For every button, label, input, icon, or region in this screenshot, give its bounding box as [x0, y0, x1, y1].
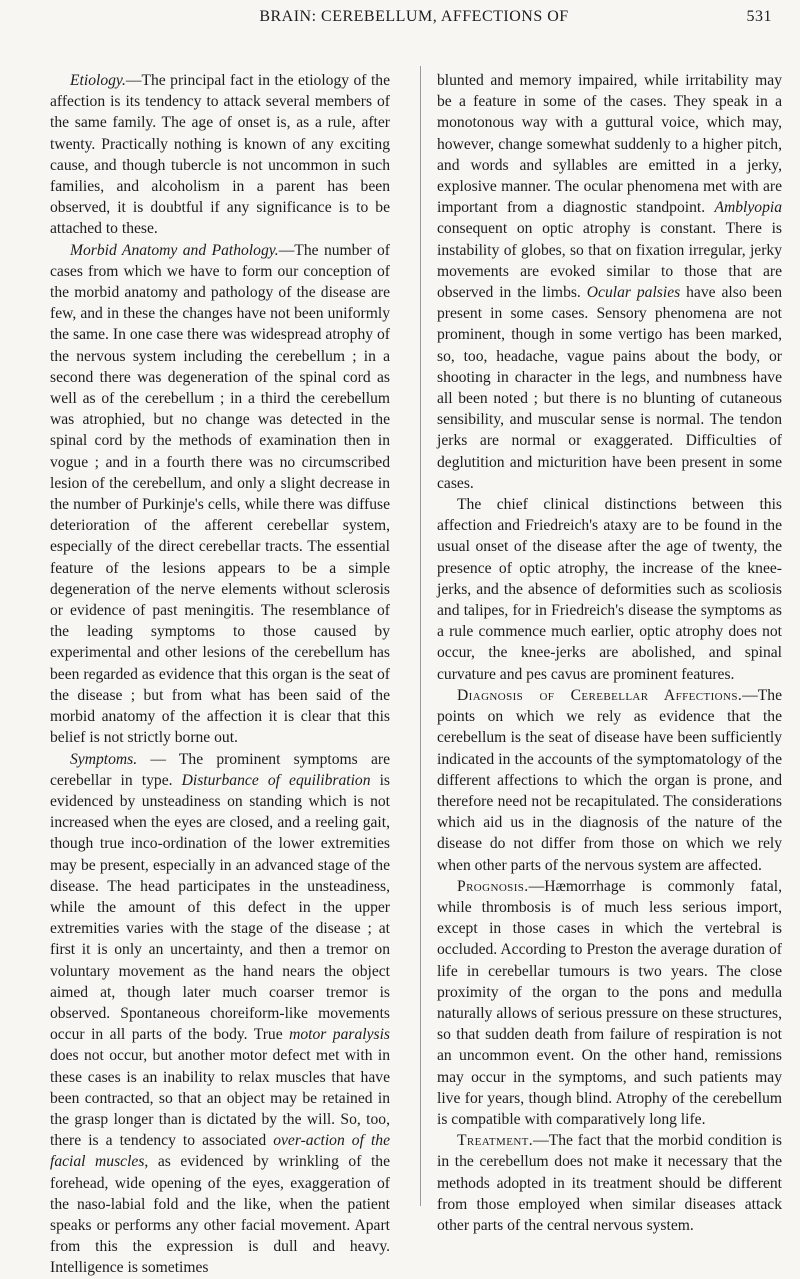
diagnosis-heading: Diagnosis of Cerebellar Affections. [457, 686, 743, 704]
diagnosis-paragraph [437, 685, 782, 876]
left-column [50, 70, 390, 1279]
distinctions-paragraph: The chief clinical distinctions between this affection and Friedreich's ataxy are to be found in the usual onset of the disease after the age of twenty, the presence of optic atrophy, the increase of the knee-jerks, and the absence of deformities such as scoliosis and talipes, for in Friedreich's disease the symptoms as a rule commence much earlier, optic atrophy does not occur, the knee-jerks are abolished, and spinal curvature and pes cavus are prominent features. [437, 496, 782, 683]
symptoms-term: over-action of the facial muscles [50, 1132, 390, 1171]
symptoms-term: Disturbance of equilibration [181, 771, 371, 789]
morbid-anatomy-paragraph [50, 240, 390, 749]
morbid-anatomy-text: —The number of cases from which we have to form our conception of the morbid anatomy and pathology of the disease are few, and in these the changes have not been uniformly the same. In one case there was widespread atrophy of the nervous system including the cerebellum ; in a second there was degeneration of the spinal cord as well as of the cerebellum ; in a third the cerebellum was atrophied, but no change was detected in the spinal cord by the methods of examination then in vogue ; and in a fourth there was no circumscribed lesion of the cerebellum, and only a slight decrease in the number of Purkinje's cells, while there was diffuse deterioration of the afferent cerebellar system, especially of the direct cerebellar tracts. The essential feature of the lesions appears to be a simple degeneration of the nerve elements without sclerosis or evidence of past meningitis. The resemblance of the leading symptoms to those caused by experimental and other lesions of the cerebellum has been regarded as evidence that this organ is the seat of the disease ; but from what has been said of the morbid anatomy of the affection it is clear that this belief is not strictly borne out. [50, 241, 390, 747]
prognosis-text: —Hæmorrhage is commonly fatal, while thrombosis is of much less serious import, except in those cases in which the vertebral is occluded. According to Preston the average duration of life in cerebellar tumours is two years. The close proximity of the organ to the pons and medulla naturally allows of serious pressure on these structures, so that sudden death from failure of respiration is not an uncommon event. On the other hand, remissions may occur in the symptoms, and such patients may live for years, though blind. Atrophy of the cerebellum is compatible with comparatively long life. [437, 877, 782, 1128]
column-divider [420, 66, 421, 1206]
treatment-heading: Treatment. [457, 1132, 534, 1150]
symptoms-text: blunted and memory impaired, while irritability may be a feature in some of the cases. They speak in a monotonous way with a guttural voice, which may, however, change somewhat suddenly to a higher pitch, and words and syllables are emitted in a jerky, explosive manner. The ocular phenomena met with are important from a diagnostic standpoint. [437, 72, 782, 217]
treatment-text: —The fact that the morbid condition is in the cerebellum does not make it necessary that the methods adopted in its treatment should be different from those employed when similar diseases attack other parts of the central nervous system. [437, 1132, 782, 1234]
prognosis-paragraph [437, 876, 782, 1130]
symptoms-text: does not occur, but another motor defect met with in these cases is an inability to relax muscles that have been contracted, so that an object may be retained in the grasp longer than is dictated by the will. So, too, there is a tendency to associated [50, 1047, 390, 1150]
symptoms-text: consequent on optic atrophy is constant. There is instability of globes, so that on fixation irregular, jerky movements are evoked similar to those that are observed in the limbs. [437, 220, 782, 302]
etiology-text: —The principal fact in the etiology of the affection is its tendency to attack several members of the same family. The age of onset is, as a rule, after twenty. Practically nothing is known of any exciting cause, and though tubercle is not uncommon in such families, and alcoholism in a parent has been observed, it is doubtful if any significance is to be attached to these. [50, 72, 390, 238]
morbid-anatomy-heading: Morbid Anatomy and Pathology. [70, 241, 279, 259]
diagnosis-text: —The points on which we rely as evidence that the cerebellum is the seat of disease have been sufficiently indicated in the accounts of the symptomatology of the different affections to which the organ is prone, and therefore need not be recapitulated. The considerations which aid us in the diagnosis of the nature of the disease do not differ from those on which we rely when other parts of the nervous system are affected. [437, 686, 782, 874]
etiology-paragraph [50, 70, 390, 240]
symptoms-text: , as evidenced by wrinkling of the forehead, wide opening of the eyes, exaggeration of the naso-labial fold and the like, when the patient speaks or performs any other facial movement. Apart from this the expression is dull and heavy. Intelligence is sometimes [50, 1153, 390, 1277]
symptoms-term: Amblyopia [714, 199, 782, 217]
treatment-paragraph [437, 1130, 782, 1236]
running-head [56, 8, 772, 32]
prognosis-heading: Prognosis. [457, 877, 529, 895]
running-title: BRAIN: CEREBELLUM, AFFECTIONS OF [259, 8, 569, 25]
symptoms-text: — The prominent symptoms are cerebellar in type. [50, 750, 390, 789]
etiology-heading: Etiology. [70, 72, 126, 89]
symptoms-paragraph [50, 749, 390, 1279]
page-number: 531 [746, 8, 772, 25]
right-column [437, 70, 782, 1236]
symptoms-heading: Symptoms. [70, 750, 138, 768]
symptoms-term: motor paralysis [289, 1026, 390, 1044]
symptoms-text: have also been present in some cases. Sensory phenomena are not prominent, though in some vertigo has been marked, so, too, headache, vague pains about the body, or shooting in character in the legs, and numbness have all been noted ; but there is no blunting of cutaneous sensibility, and muscular sense is normal. The tendon jerks are normal or exaggerated. Difficulties of deglutition and micturition have been present in some cases. [437, 284, 782, 492]
symptoms-term: Ocular palsies [586, 284, 681, 302]
symptoms-text: is evidenced by unsteadiness on standing which is not increased when the eyes are closed, and a reeling gait, though true inco-ordination of the lower extremities may be present, especially in an advanced stage of the disease. The head participates in the unsteadiness, while the amount of this defect in the upper extremities varies with the stage of the disease ; at first it is only an uncertainty, and then a tremor on voluntary movement as the hand nears the object aimed at, though later much coarser tremor is observed. Spontaneous choreiform-like movements occur in all parts of the body. True [50, 771, 390, 1044]
symptoms-continued-paragraph [437, 70, 782, 494]
